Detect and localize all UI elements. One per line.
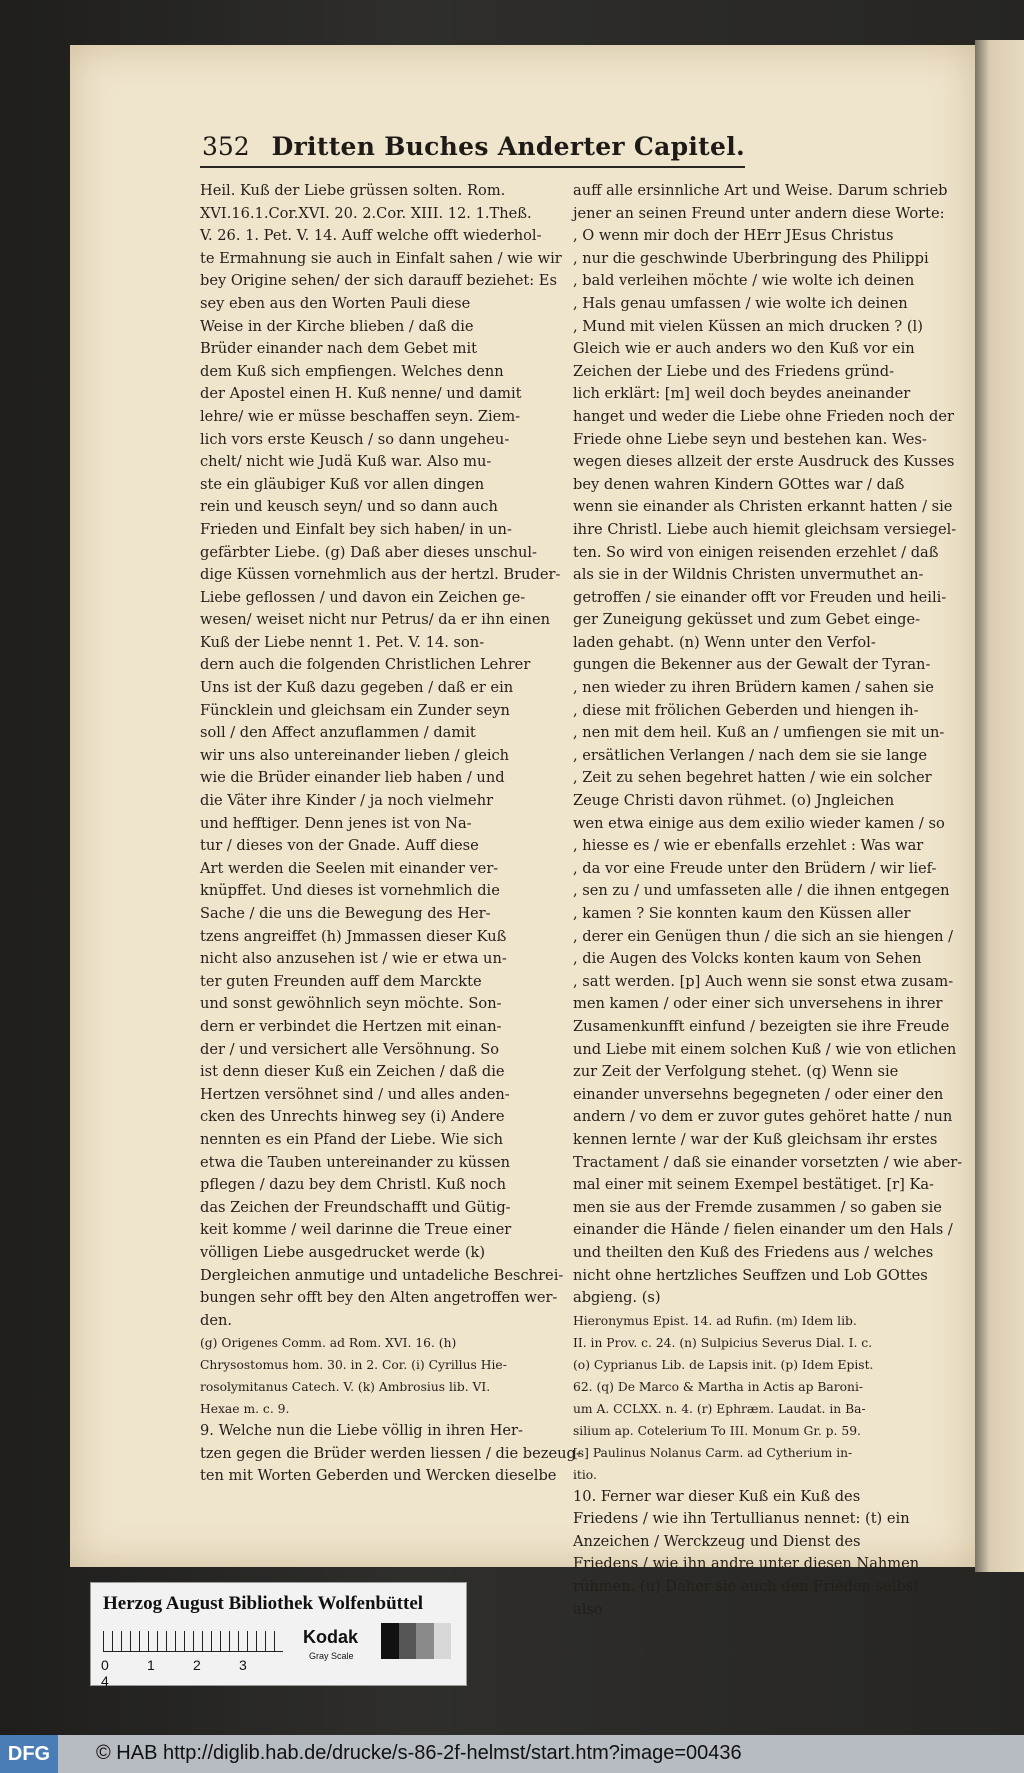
text-line: rein und keusch seyn/ und so dann auch xyxy=(200,498,498,516)
text-line: , O wenn mir doch der HErr JEsus Christus xyxy=(573,227,894,245)
text-line: auff alle ersinnliche Art und Weise. Darum schrieb xyxy=(573,182,948,199)
text-line: pflegen / dazu bey dem Christl. Kuß noch xyxy=(200,1176,507,1194)
library-color-target xyxy=(90,1582,467,1689)
text-line: und theilten den Kuß des Friedens aus / welches xyxy=(573,1243,934,1261)
copyright-link[interactable]: © HAB http://diglib.hab.de/drucke/s-86-2f-helmst/start.htm?image=00436 xyxy=(96,1742,742,1764)
text-line: lich vors erste Keusch / so dann ungeheu- xyxy=(200,430,510,448)
text-line: getroffen / sie einander offt vor Freuden und heili- xyxy=(573,588,947,606)
text-line: gefärbter Liebe. (g) Daß aber dieses unschul- xyxy=(200,543,537,561)
footnote-line: Chrysostomus hom. 30. in 2. Cor. (i) Cyrillus Hie- xyxy=(200,1358,507,1373)
text-line: , nen mit dem heil. Kuß an / umfiengen sie mit un- xyxy=(573,724,945,742)
right-column xyxy=(573,180,963,1621)
text-line: , nur die geschwinde Uberbringung des Philippi xyxy=(573,249,929,267)
text-line: Zusamenkunfft einfund / bezeigten sie ihre Freude xyxy=(573,1017,950,1035)
text-line: dige Küssen vornehmlich aus der hertzl. Bruder- xyxy=(200,566,561,584)
footnote-line: itio. xyxy=(573,1467,597,1482)
text-line: ste ein gläubiger Kuß vor allen dingen xyxy=(200,475,485,493)
text-line: rühmen. (u) Daher sie auch den Frieden selbst xyxy=(573,1578,920,1596)
right-paragraph-10 xyxy=(573,1486,920,1622)
text-line: ter guten Freunden auff dem Marckte xyxy=(200,972,482,990)
text-line: und hefftiger. Denn jenes ist von Na- xyxy=(200,814,472,832)
text-line: men kamen / oder einer sich unversehens in ihrer xyxy=(573,995,943,1013)
text-line: zur Zeit der Verfolgung stehet. (q) Wenn sie xyxy=(573,1063,899,1081)
text-line: Liebe geflossen / und davon ein Zeichen ge- xyxy=(200,588,526,606)
text-line: nennten es ein Pfand der Liebe. Wie sich xyxy=(200,1130,504,1148)
text-line: ten mit Worten Geberden und Wercken dieselbe xyxy=(200,1467,557,1485)
text-line: , sen zu / und umfasseten alle / die ihnen entgegen xyxy=(573,882,950,900)
text-line: Art werden die Seelen mit einander ver- xyxy=(200,859,499,877)
text-line: , da vor eine Freude unter den Brüdern / wir lief- xyxy=(573,859,937,877)
page-number: 352 xyxy=(202,132,250,161)
text-line: ger Zuneigung geküsset und zum Gebet einge- xyxy=(573,611,921,629)
kodak-logo: Kodak xyxy=(303,1627,359,1647)
text-line: 9. Welche nun die Liebe völlig in ihren Her- xyxy=(200,1422,523,1440)
library-name: Herzog August Bibliothek Wolfenbüttel xyxy=(103,1593,424,1614)
text-line: , diese mit frölichen Geberden und hiengen ih- xyxy=(573,701,919,719)
footnote-line: [s] Paulinus Nolanus Carm. ad Cytherium in- xyxy=(573,1445,853,1460)
footnote-line: rosolymitanus Catech. V. (k) Ambrosius lib. VI. xyxy=(200,1380,491,1395)
text-line: lich erklärt: [m] weil doch beydes aneinander xyxy=(573,385,911,403)
gray-swatch xyxy=(381,1623,399,1659)
text-line: einander unversehns begegneten / oder einer den xyxy=(573,1085,944,1103)
ruler-number: 1 xyxy=(147,1657,155,1673)
text-line: Friede ohne Liebe seyn und bestehen kan. Wes- xyxy=(573,430,927,448)
gray-scale-label: Gray Scale xyxy=(309,1651,354,1661)
adjacent-page-edge xyxy=(975,40,1024,1572)
text-line: ten. So wird von einigen reisenden erzehlet / daß xyxy=(573,543,939,561)
text-line: bey denen wahren Kindern GOttes war / daß xyxy=(573,475,905,493)
footnote-line: (g) Origenes Comm. ad Rom. XVI. 16. (h) xyxy=(200,1336,457,1351)
text-line: Hertzen versöhnet sind / und alles anden- xyxy=(200,1085,510,1103)
text-line: wesen/ weiset nicht nur Petrus/ da er ihn einen xyxy=(200,611,551,629)
text-line: und sonst gewöhnlich seyn möchte. Son- xyxy=(200,995,502,1013)
left-body-text xyxy=(200,180,564,1332)
text-line: , Hals genau umfassen / wie wolte ich deinen xyxy=(573,294,908,312)
text-line: kennen lernte / war der Kuß gleichsam ihr erstes xyxy=(573,1130,938,1148)
footnote-line: um A. CCLXX. n. 4. (r) Ephræm. Laudat. in Ba- xyxy=(573,1401,866,1416)
ruler-number: 0 xyxy=(101,1657,109,1673)
footnote-line: II. in Prov. c. 24. (n) Sulpicius Severus Dial. I. c. xyxy=(573,1335,873,1350)
footnote-line: Hieronymus Epist. 14. ad Rufin. (m) Idem lib. xyxy=(573,1313,857,1328)
text-line: XVI.16.1.Cor.XVI. 20. 2.Cor. XIII. 12. 1.Theß. xyxy=(200,204,532,222)
text-line: laden gehabt. (n) Wenn unter den Verfol- xyxy=(573,633,876,651)
text-line: nicht ohne hertzliches Seuffzen und Lob GOttes xyxy=(573,1266,928,1284)
measurement-ruler xyxy=(103,1631,283,1652)
text-line: men sie aus der Fremde zusammen / so gaben sie xyxy=(573,1198,942,1216)
text-line: nicht also anzusehen ist / wie er etwa un- xyxy=(200,950,507,968)
text-line: also xyxy=(573,1600,603,1618)
text-line: , nen wieder zu ihren Brüdern kamen / sahen sie xyxy=(573,679,934,697)
text-line: , derer ein Genügen thun / die sich an sie hiengen / xyxy=(573,927,954,945)
text-line: Gleich wie er auch anders wo den Kuß vor ein xyxy=(573,340,915,358)
text-line: , Mund mit vielen Küssen an mich drucken ? (l) xyxy=(573,317,923,335)
text-line: wegen dieses allzeit der erste Ausdruck des Kusses xyxy=(573,453,955,471)
left-column xyxy=(200,180,581,1488)
text-line: tzens angreiffet (h) Jmmassen dieser Kuß xyxy=(200,927,507,945)
text-line: , Zeit zu sehen begehret hatten / wie ein solcher xyxy=(573,769,932,787)
text-line: ihre Christl. Liebe auch hiemit gleichsam versiegel- xyxy=(573,520,957,538)
ruler-numbers xyxy=(101,1657,291,1689)
text-line: wie die Brüder einander lieb haben / und xyxy=(200,769,505,787)
text-line: Zeichen der Liebe und des Friedens gründ- xyxy=(573,362,895,380)
text-line: Uns ist der Kuß dazu gegeben / daß er ein xyxy=(200,679,514,697)
footnote-line: silium ap. Cotelerium To III. Monum Gr. p. 59. xyxy=(573,1423,861,1438)
text-line: ist denn dieser Kuß ein Zeichen / daß die xyxy=(200,1063,505,1081)
text-line: etwa die Tauben untereinander zu küssen xyxy=(200,1153,510,1171)
text-line: der / und versichert alle Versöhnung. So xyxy=(200,1040,500,1058)
footnote-line: (o) Cyprianus Lib. de Lapsis init. (p) Idem Epist. xyxy=(573,1357,874,1372)
ruler-number: 4 xyxy=(101,1673,109,1689)
footnote-line: 62. (q) De Marco & Martha in Actis ap Baroni- xyxy=(573,1379,864,1394)
running-head: Dritten Buches Anderter Capitel. xyxy=(271,132,745,161)
gray-swatch xyxy=(399,1623,417,1659)
text-line: Frieden und Einfalt bey sich haben/ in un- xyxy=(200,520,512,538)
text-line: tur / dieses von der Gnade. Auff diese xyxy=(200,837,479,855)
text-line: , bald verleihen möchte / wie wolte ich deinen xyxy=(573,272,915,290)
text-line: gungen die Bekenner aus der Gewalt der Tyran- xyxy=(573,656,931,674)
text-line: cken des Unrechts hinweg sey (i) Andere xyxy=(200,1108,505,1126)
text-line: hanget und weder die Liebe ohne Frieden noch der xyxy=(573,407,955,425)
right-body-text xyxy=(573,180,963,1310)
right-footnotes xyxy=(573,1310,920,1486)
text-line: Kuß der Liebe nennt 1. Pet. V. 14. son- xyxy=(200,633,485,651)
text-line: Füncklein und gleichsam ein Zunder seyn xyxy=(200,701,510,719)
text-line: als sie in der Wildnis Christen unvermuthet an- xyxy=(573,566,924,584)
text-line: , die Augen des Volcks konten kaum von Sehen xyxy=(573,950,922,968)
text-line: Dergleichen anmutige und untadeliche Beschrei- xyxy=(200,1266,564,1284)
ruler-number: 2 xyxy=(193,1657,201,1673)
text-line: knüpffet. Und dieses ist vornehmlich die xyxy=(200,882,500,900)
text-line: Zeuge Christi davon rühmet. (o) Jngleichen xyxy=(573,792,895,810)
text-line: wen etwa einige aus dem exilio wieder kamen / so xyxy=(573,814,945,832)
text-line: chelt/ nicht wie Judä Kuß war. Also mu- xyxy=(200,453,492,471)
text-line: das Zeichen der Freundschafft und Gütig- xyxy=(200,1198,511,1216)
text-line: abgieng. (s) xyxy=(573,1289,661,1307)
text-line: wir uns also untereinander lieben / gleich xyxy=(200,746,510,764)
left-paragraph-9 xyxy=(200,1420,581,1488)
text-line: Heil. Kuß der Liebe grüssen solten. Rom. xyxy=(200,182,506,199)
text-line: völligen Liebe ausgedrucket werde (k) xyxy=(200,1243,486,1261)
dfg-logo: DFG xyxy=(0,1735,58,1773)
text-line: dern auch die folgenden Christlichen Lehrer xyxy=(200,656,531,674)
text-line: te Ermahnung sie auch in Einfalt sahen / wie wir xyxy=(200,249,562,267)
gray-swatch xyxy=(416,1623,434,1659)
text-line: keit komme / weil darinne die Treue einer xyxy=(200,1221,512,1239)
text-line: , hiesse es / wie er ebenfalls erzehlet : Was war xyxy=(573,837,924,855)
text-line: soll / den Affect anzuflammen / damit xyxy=(200,724,476,742)
text-line: bey Origine sehen/ der sich darauff beziehet: Es xyxy=(200,272,557,290)
text-line: jener an seinen Freund unter andern diese Worte: xyxy=(573,204,945,222)
text-line: wenn sie einander als Christen erkannt hatten / sie xyxy=(573,498,953,516)
text-line: Sache / die uns die Bewegung des Her- xyxy=(200,905,491,922)
text-line: , satt werden. [p] Auch wenn sie sonst etwa zusam- xyxy=(573,972,954,990)
left-footnotes xyxy=(200,1332,558,1420)
text-line: sey eben aus den Worten Pauli diese xyxy=(200,294,471,312)
footnote-line: Hexae m. c. 9. xyxy=(200,1402,290,1417)
text-line: Friedens / wie ihn Tertullianus nennet: (t) ein xyxy=(573,1510,910,1528)
text-line: und Liebe mit einem solchen Kuß / wie von etlichen xyxy=(573,1040,957,1058)
text-line: Friedens / wie ihn andre unter diesen Nahmen xyxy=(573,1555,920,1573)
text-line: , kamen ? Sie konnten kaum den Küssen aller xyxy=(573,905,911,922)
text-line: , ersätlichen Verlangen / nach dem sie sie lange xyxy=(573,746,928,764)
text-line: der Apostel einen H. Kuß nenne/ und damit xyxy=(200,385,522,403)
text-line: Tractament / daß sie einander vorsetzten / wie aber- xyxy=(573,1153,963,1171)
text-line: 10. Ferner war dieser Kuß ein Kuß des xyxy=(573,1487,861,1505)
text-line: bungen sehr offt bey den Alten angetroffen wer- xyxy=(200,1289,558,1307)
ruler-number: 3 xyxy=(239,1657,247,1673)
text-line: die Väter ihre Kinder / ja noch vielmehr xyxy=(200,792,494,810)
gray-swatch xyxy=(434,1623,452,1659)
page-header xyxy=(200,132,745,168)
text-line: andern / vo dem er zuvor gutes gehöret hatte / nun xyxy=(573,1108,953,1126)
text-line: mal einer mit seinem Exempel bestätiget. [r] Ka- xyxy=(573,1176,934,1194)
text-line: einander die Hände / fielen einander um den Hals / xyxy=(573,1221,953,1239)
footer-bar xyxy=(0,1735,1024,1773)
text-line: V. 26. 1. Pet. V. 14. Auff welche offt wiederhol- xyxy=(200,227,542,245)
text-line: Weise in der Kirche blieben / daß die xyxy=(200,317,474,335)
text-line: tzen gegen die Brüder werden liessen / die bezeug- xyxy=(200,1444,581,1462)
gray-scale-swatches xyxy=(381,1623,451,1659)
text-line: dern er verbindet die Hertzen mit einan- xyxy=(200,1017,502,1035)
text-line: lehre/ wie er müsse beschaffen seyn. Ziem- xyxy=(200,407,521,425)
text-line: den. xyxy=(200,1311,233,1329)
text-line: Brüder einander nach dem Gebet mit xyxy=(200,340,478,358)
text-line: dem Kuß sich empfiengen. Welches denn xyxy=(200,362,504,380)
text-line: Anzeichen / Werckzeug und Dienst des xyxy=(573,1532,861,1550)
